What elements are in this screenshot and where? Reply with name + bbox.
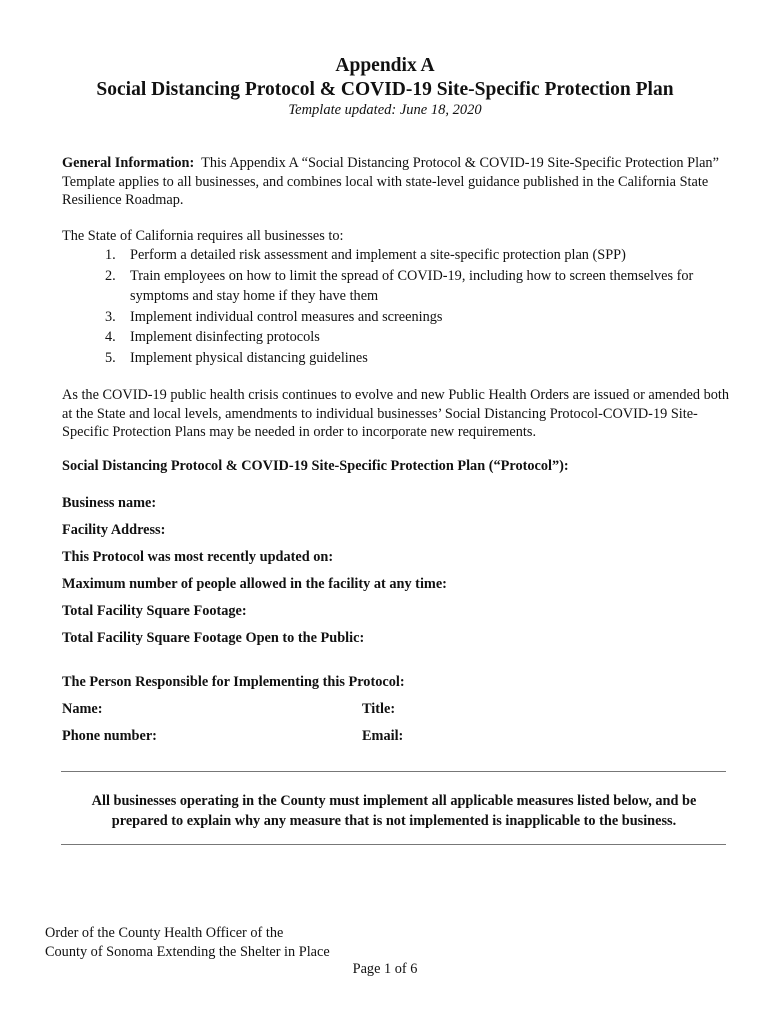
list-item-text: Implement individual control measures and screenings — [130, 308, 443, 325]
square-footage-label: Total Facility Square Footage: — [62, 603, 247, 619]
email-label: Email: — [362, 728, 404, 744]
list-item-number: 4. — [105, 329, 116, 345]
protocol-updated-label: This Protocol was most recently updated on: — [62, 549, 334, 565]
responsible-person-heading: The Person Responsible for Implementing this Protocol: — [62, 674, 405, 690]
general-information-text: This Appendix A “Social Distancing Protocol & COVID-19 Site-Specific Protection Plan” Template applies to all businesses, and combines local with state-level guidance published in the California State Resilience Roadmap. — [62, 155, 719, 208]
list-item-text: Implement physical distancing guidelines — [130, 349, 368, 366]
title-label: Title: — [362, 701, 396, 717]
list-item — [62, 307, 732, 328]
amendments-paragraph: As the COVID-19 public health crisis continues to evolve and new Public Health Orders are issued or amended both at the State and local levels, amendments to individual businesses’ Social Distancing Protocol-COVID-19 Site-Specific Protection Plans may be needed in order to incorporate new requirements. — [62, 387, 730, 440]
footer-county-line: County of Sonoma Extending the Shelter in Place — [45, 944, 330, 960]
page-number: Page 1 of 6 — [352, 961, 418, 977]
requirements-list — [62, 245, 732, 368]
list-item — [62, 266, 732, 307]
template-updated-date: Template updated: June 18, 2020 — [288, 102, 482, 118]
general-information-paragraph — [62, 154, 732, 210]
list-item-text: Train employees on how to limit the spread of COVID-19, including how to screen themselves for symptoms and stay home if they have them — [130, 267, 694, 304]
name-label: Name: — [62, 701, 103, 717]
protocol-heading: Social Distancing Protocol & COVID-19 Site-Specific Protection Plan (“Protocol”): — [62, 458, 569, 474]
max-people-label: Maximum number of people allowed in the facility at any time: — [62, 576, 447, 592]
list-item-number: 3. — [105, 308, 116, 325]
public-square-footage-label: Total Facility Square Footage Open to the Public: — [62, 630, 365, 646]
list-item — [62, 327, 732, 348]
list-item — [62, 245, 732, 266]
list-item-number: 2. — [105, 267, 116, 284]
list-item-text: Implement disinfecting protocols — [130, 329, 320, 345]
list-item-number: 1. — [105, 247, 116, 263]
general-information-label: General Information: — [62, 155, 195, 171]
list-item-number: 5. — [105, 349, 116, 366]
compliance-notice: All businesses operating in the County must implement all applicable measures listed below, and be prepared to explain why any measure that is not implemented is inapplicable to the business. — [91, 793, 697, 829]
facility-address-label: Facility Address: — [62, 522, 166, 538]
divider-bottom — [61, 844, 726, 845]
business-name-label: Business name: — [62, 495, 157, 511]
requirements-intro: The State of California requires all businesses to: — [62, 228, 344, 244]
list-item-text: Perform a detailed risk assessment and implement a site-specific protection plan (SPP) — [130, 247, 626, 263]
phone-number-label: Phone number: — [62, 728, 157, 744]
appendix-title: Appendix A — [335, 55, 435, 76]
divider-top — [61, 771, 726, 772]
list-item — [62, 348, 732, 369]
document-title: Social Distancing Protocol & COVID-19 Site-Specific Protection Plan — [96, 79, 674, 100]
footer-order-line: Order of the County Health Officer of the — [45, 925, 284, 941]
